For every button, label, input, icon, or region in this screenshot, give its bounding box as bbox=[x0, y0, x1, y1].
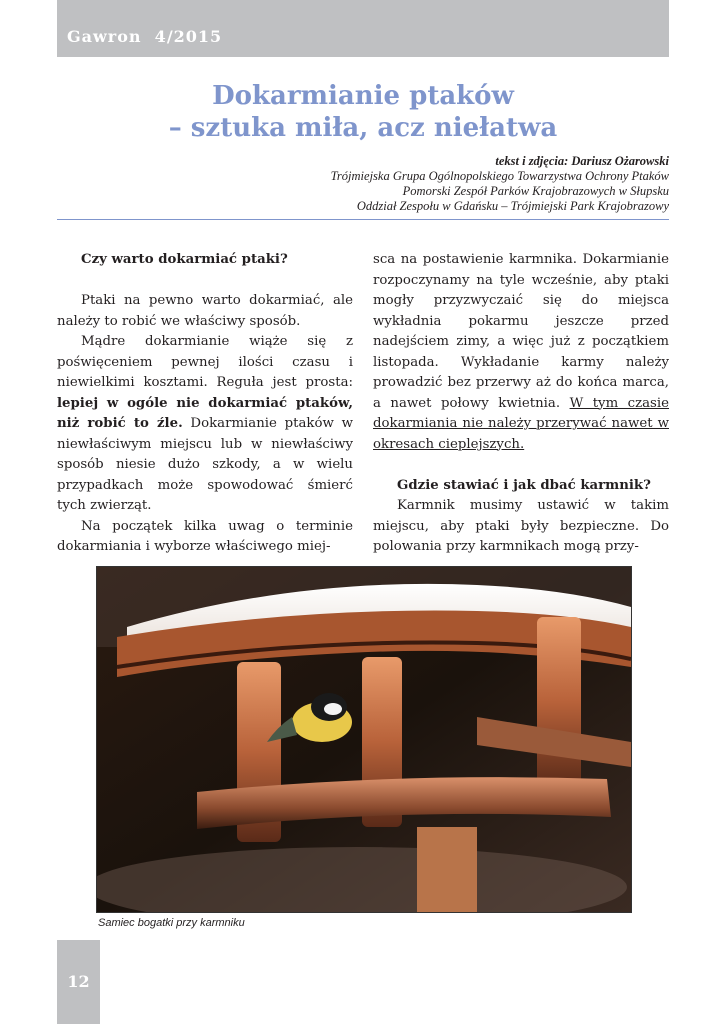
magazine-issue-title: Gawron 4/2015 bbox=[67, 27, 223, 46]
paragraph-timing-text: sca na postawienie karmnika. Dokarmianie rozpoczynamy na tyle wcześnie, aby ptaki mogły przyzwyczaić się do miejsca wykładnia pokarmu jeszcze przed nadejściem zimy, a więc już z początkiem listopada. Wykładanie karmy należy prowadzić bez przerwy aż do końca marca, a nawet połowy kwietnia. bbox=[373, 252, 669, 411]
credits-line-1: Trójmiejska Grupa Ogólnopolskiego Towarzystwa Ochrony Ptaków bbox=[330, 169, 669, 183]
paragraph-rule-end: Dokarmianie ptaków w niewłaściwym miejscu lub w niewłaściwy sposób niesie dużo szkody, a w wielu przypadkach może spowodować śmierć tych zwierząt. bbox=[57, 416, 353, 513]
left-column bbox=[57, 250, 353, 558]
article-title-line-2: – sztuka miła, acz niełatwa bbox=[168, 113, 558, 143]
article-photo bbox=[96, 566, 632, 913]
bird-feeder-photo-illustration bbox=[97, 567, 631, 912]
header-bar bbox=[57, 0, 669, 57]
right-column bbox=[373, 250, 669, 558]
paragraph-rule-emphasis: lepiej w ogóle nie dokarmiać ptaków, niż robić to źle. bbox=[57, 395, 353, 431]
paragraph-timing-underlined: W tym czasie dokarmiania nie należy przerywać nawet w okresach cieplejszych. bbox=[373, 395, 669, 452]
photo-caption: Samiec bogatki przy karmniku bbox=[98, 917, 245, 929]
section-heading-why-feed: Czy warto dokarmiać ptaki? bbox=[81, 252, 288, 267]
section-heading-where-place: Gdzie stawiać i jak dbać karmnik? bbox=[397, 477, 651, 493]
credits-line-2: Pomorski Zespół Parków Krajobrazowych w Słupsku bbox=[402, 184, 669, 198]
paragraph-rule bbox=[57, 332, 353, 517]
paragraph-timing-start: Na początek kilka uwag o terminie dokarmiania i wyborze właściwego miej- bbox=[57, 518, 353, 554]
paragraph-rule-start: Mądre dokarmianie wiąże się z poświęceniem pewnej ilości czasu i niewielkimi kosztami. Reguła jest prosta: bbox=[57, 334, 353, 390]
paragraph-placement: Karmnik musimy ustawić w takim miejscu, aby ptaki były bezpieczne. Do polowania przy karmnikach mogą przy- bbox=[373, 498, 669, 554]
paragraph-gap bbox=[373, 455, 669, 476]
page-number: 12 bbox=[67, 972, 90, 991]
paragraph-intro: Ptaki na pewno warto dokarmiać, ale należy to robić we właściwy sposób. bbox=[57, 293, 353, 329]
paragraph-timing-continued bbox=[373, 250, 669, 455]
title-divider bbox=[57, 219, 669, 220]
article-title-line-1: Dokarmianie ptaków bbox=[212, 81, 514, 111]
article-credits bbox=[331, 154, 669, 214]
credits-line-3: Oddział Zespołu w Gdańsku – Trójmiejski Park Krajobrazowy bbox=[356, 199, 669, 213]
paragraph-gap bbox=[57, 271, 353, 292]
credits-author: tekst i zdjęcia: Dariusz Ożarowski bbox=[495, 154, 669, 168]
page-number-tab bbox=[57, 940, 100, 1024]
article-title bbox=[57, 80, 669, 144]
